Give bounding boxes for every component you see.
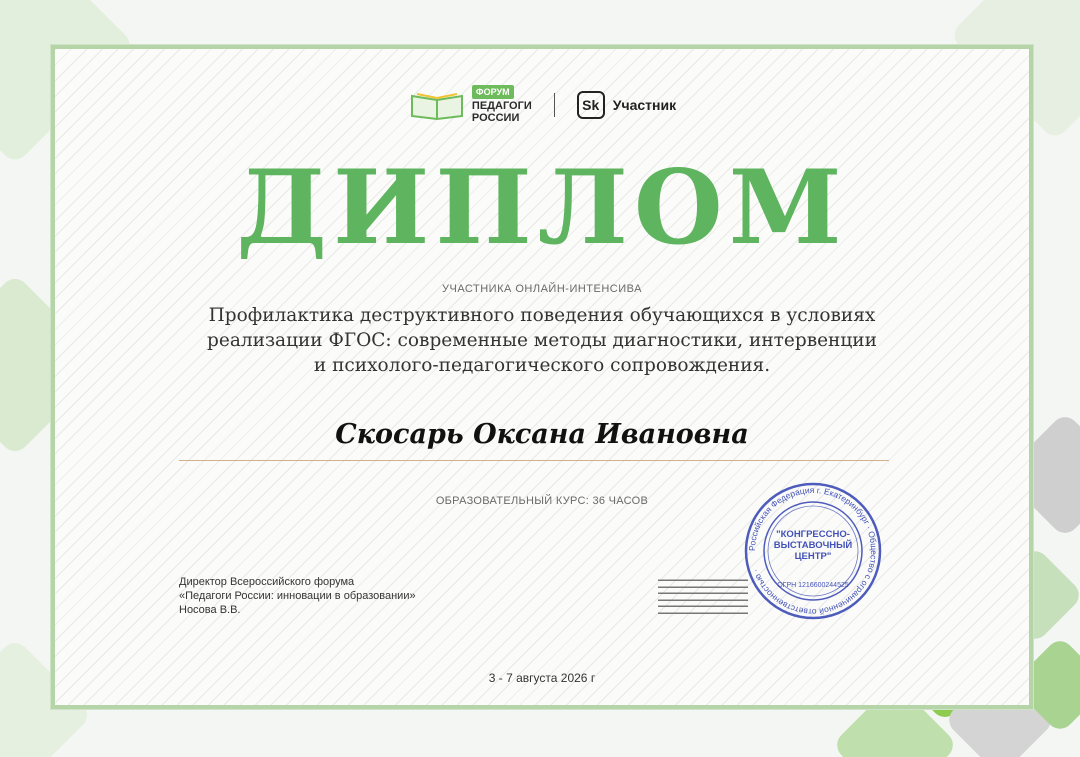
skolkovo-icon: Sk <box>577 91 605 119</box>
skolkovo-logo <box>577 91 676 119</box>
logo-separator <box>554 93 555 117</box>
course-hours: ОБРАЗОВАТЕЛЬНЫЙ КУРС: 36 ЧАСОВ <box>435 495 649 507</box>
stamp-outer-text: Российская Федерация г. Екатеринбург · Общество с ограниченной ответственностью · <box>746 484 880 618</box>
signer-position: Директор Всероссийского форума <box>179 576 355 588</box>
name-underline <box>179 460 889 461</box>
forum-logo-line2: РОССИИ <box>471 112 520 124</box>
stamp-inner-text: "КОНГРЕССНО-ВЫСТАВОЧНЫЙ ЦЕНТР" <box>773 529 853 562</box>
diploma-subtitle: УЧАСТНИКА ОНЛАЙН-ИНТЕНСИВА <box>442 283 642 295</box>
diploma-title: ДИПЛОМ <box>236 148 848 268</box>
participant-name: Скосарь Оксана Ивановна <box>335 419 749 450</box>
forum-badge: ФОРУМ <box>472 85 514 99</box>
diploma-frame <box>51 45 1033 709</box>
official-stamp <box>743 481 883 621</box>
course-title-line: Профилактика деструктивного поведения обучающихся в условиях <box>208 305 876 326</box>
signer-organization: «Педагоги России: инновации в образовании» <box>179 590 416 602</box>
forum-logo <box>408 85 532 124</box>
course-title-line: и психолого-педагогического сопровождения. <box>313 355 771 376</box>
participant-badge-label: Участник <box>612 96 677 113</box>
book-icon <box>408 90 466 120</box>
course-title-line: реализации ФГОС: современные методы диагностики, интервенции <box>207 330 877 351</box>
course-title <box>55 303 1029 378</box>
event-dates: 3 - 7 августа 2026 г <box>488 671 596 685</box>
signer-block <box>179 575 416 617</box>
logo-bar <box>55 85 1029 124</box>
license-fine-print: ▬▬▬▬▬▬▬▬▬▬▬▬▬▬▬▬▬▬ ▬▬▬▬▬▬▬▬▬▬▬▬▬▬▬▬▬▬ ▬▬▬▬▬▬▬▬▬▬▬▬▬▬▬▬▬▬ ▬▬▬▬▬▬▬▬▬▬▬▬▬▬▬▬▬▬ ▬▬▬▬▬▬▬▬▬▬▬▬▬▬▬▬▬▬ ▬▬▬▬▬▬▬▬▬▬▬▬▬▬▬▬▬▬ <box>658 577 748 616</box>
forum-logo-text <box>472 85 532 124</box>
stamp-number: ОГРН 1216600244525 <box>777 582 849 589</box>
signer-name: Носова В.В. <box>179 604 241 616</box>
forum-logo-line1: ПЕДАГОГИ <box>471 100 532 112</box>
